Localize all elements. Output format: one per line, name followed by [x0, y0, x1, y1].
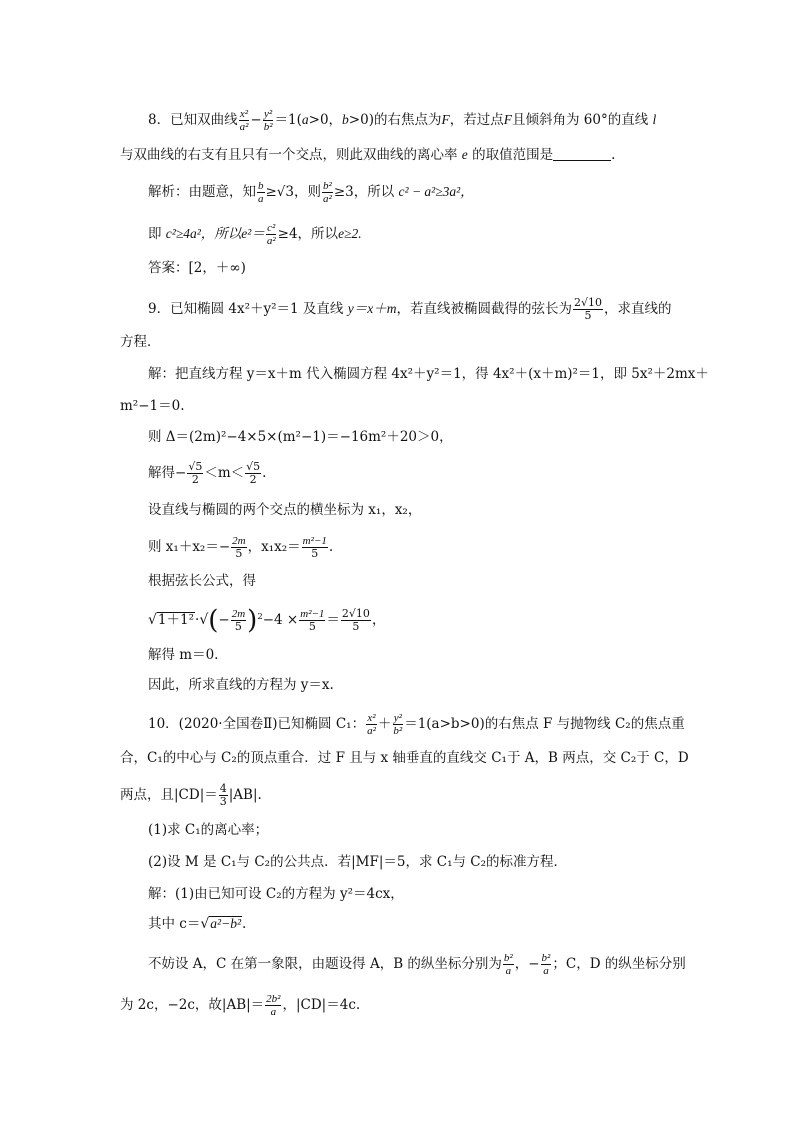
q10-part-1: (1)求 C₁的离心率； [148, 822, 269, 838]
fraction: $\frac{\text{b²}}{\text{a²}}$ [323, 180, 332, 205]
fraction: $\frac{\text{x²}}{\text{a²}}$ [239, 108, 249, 133]
q10-part-2: (2)设 M 是 C₁与 C₂的公共点．若|MF|＝5，求 C₁与 C₂的标准方程． [148, 854, 568, 870]
fraction: $\frac{\text{x²}}{\text{a²}}$ [367, 712, 376, 737]
q8-line-1: 8．已知双曲线 $\frac{\text{x²}}{\text{a²}}$ − $\frac{\text{y²}}{\text{b²}}$ ＝1(a>0，b>0)的右焦点为F，若过点F且倾斜角为 60°的直线 l [148, 108, 657, 133]
fraction: $\frac{2m}{5}$ [231, 608, 246, 633]
fraction: $\frac{\text{m²−1}}{5}$ [302, 535, 327, 560]
fraction: $\frac{\text{y²}}{\text{b²}}$ [263, 108, 273, 133]
fraction: $\frac{b}{a}$ [258, 180, 264, 205]
q9-solution-2: m²−1＝0. [120, 398, 185, 414]
q8-answer: 答案：[2，＋∞) [148, 260, 246, 276]
q9-line-1: 9．已知椭圆 4x²＋y²＝1 及直线 y＝x＋m，若直线被椭圆截得的弦长为 $\frac{2√10}{5}$ ，求直线的 [148, 296, 672, 322]
fraction: $\frac{4}{3}$ [219, 782, 227, 808]
fraction: $\frac{2√10}{5}$ [573, 296, 602, 322]
q8-solution-2: 即 c²≥4a²，所以e²＝ $\frac{\text{c²}}{\text{a²}}$ ≥4，所以e≥2. [148, 222, 362, 247]
q9-solution-4: 解得− $\frac{√5}{2}$ ＜m＜ $\frac{√5}{2}$ . [148, 460, 267, 486]
fraction: $\frac{2m}{5}$ [232, 535, 246, 560]
fraction: $\frac{√5}{2}$ [246, 460, 261, 486]
fraction: $\frac{2√10}{5}$ [341, 607, 370, 633]
q10-solution-3: 不妨设 A，C 在第一象限，由题设得 A，B 的纵坐标分别为 $\frac{\text{b²}}{a}$ ，− $\frac{\text{b²}}{a}$ ；C，D 的纵坐标分别 [148, 952, 686, 977]
q10-line-2: 合，C₁的中心与 C₂的顶点重合．过 F 且与 x 轴垂直的直线交 C₁于 A，B 两点，交 C₂于 C，D [120, 750, 689, 766]
q8-line-2: 与双曲线的右支有且只有一个交点，则此双曲线的离心率 e 的取值范围是 . [120, 147, 616, 163]
fraction: $\frac{\text{m²−1}}{5}$ [300, 608, 325, 633]
fraction: $\frac{√5}{2}$ [188, 460, 203, 486]
fraction: $\frac{\text{c²}}{\text{a²}}$ [266, 222, 276, 247]
fraction: $\frac{\text{y²}}{\text{b²}}$ [393, 712, 403, 737]
q9-solution-9: 解得 m＝0. [148, 647, 219, 663]
fraction: $\frac{\text{b²}}{a}$ [503, 952, 513, 977]
q9-solution-10: 因此，所求直线的方程为 y＝x. [148, 677, 334, 693]
q9-solution-1: 解：把直线方程 y＝x＋m 代入椭圆方程 4x²＋y²＝1，得 4x²＋(x＋m)²＝1，即 5x²＋2mx＋ [148, 366, 709, 382]
q9-solution-3: 则 Δ＝(2m)²−4×5×(m²−1)＝−16m²＋20＞0， [148, 429, 453, 445]
q10-solution-2: 其中 c＝√a²−b². [148, 916, 247, 932]
q9-solution-5: 设直线与椭圆的两个交点的横坐标为 x₁，x₂， [148, 502, 422, 518]
fraction: $\frac{\text{b²}}{a}$ [541, 952, 551, 977]
q9-line-2: 方程． [120, 334, 161, 350]
q10-solution-1: 解：(1)由已知可设 C₂的方程为 y²＝4cx， [148, 886, 404, 902]
q9-solution-6: 则 x₁＋x₂＝− $\frac{2m}{5}$ ，x₁x₂＝ $\frac{\text{m²−1}}{5}$ . [148, 535, 334, 560]
q10-line-1: 10．(2020·全国卷Ⅱ)已知椭圆 C₁： $\frac{\text{x²}}{\text{a²}}$ ＋ $\frac{\text{y²}}{\text{b²}}$ ＝1(a>b>0)的右焦点 F 与抛物线 C₂的焦点重 [148, 712, 685, 737]
q10-line-3: 两点，且|CD|＝ $\frac{4}{3}$ |AB|. [120, 782, 262, 808]
answer-blank [553, 146, 611, 161]
q8-solution-1: 解析：由题意，知 $\frac{b}{a}$ ≥√3，则 $\frac{\text{b²}}{\text{a²}}$ ≥3，所以 c² − a²≥3a²， [148, 180, 474, 205]
fraction: $\frac{\text{2b²}}{a}$ [266, 993, 281, 1018]
q9-solution-8: √1＋1²·√(− $\frac{2m}{5}$ )$^2$−4 × $\frac{\text{m²−1}}{5}$ ＝ $\frac{2√10}{5}$ ， [148, 605, 386, 636]
q10-solution-4: 为 2c，−2c，故|AB|＝ $\frac{\text{2b²}}{a}$ ，|CD|＝4c. [120, 993, 361, 1018]
q9-solution-7: 根据弦长公式，得 [148, 573, 256, 589]
